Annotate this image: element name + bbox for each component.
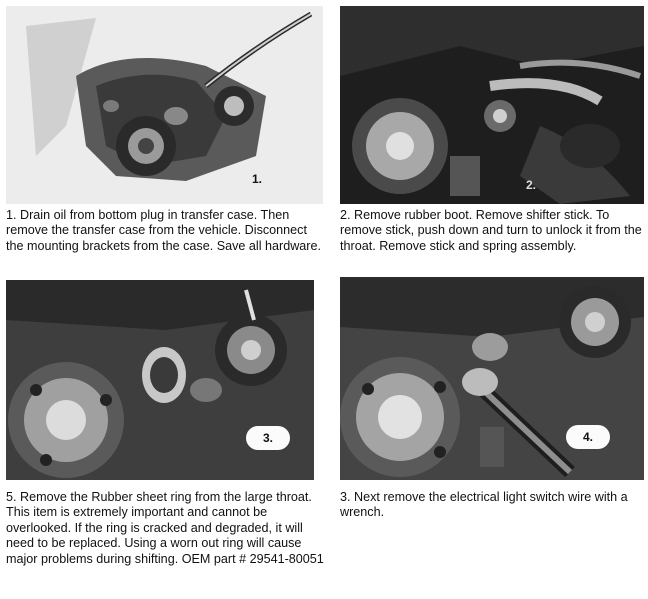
step-2-photo [340,6,644,204]
step-1-caption: 1. Drain oil from bottom plug in transfer case. Then remove the transfer case from the vehicle. Disconnect the mounting brackets from the case. Save all hardware. [6,208,322,253]
step-3-photo [6,280,314,480]
step-4-photo-label: 4. [566,425,610,449]
step-3-photo-label: 3. [246,426,290,450]
step-1-photo-label: 1. [252,172,263,186]
step-4-photo [340,277,644,480]
step-2-caption: 2. Remove rubber boot. Remove shifter stick. To remove stick, push down and turn to unlock it from the throat. Remove stick and spring assembly. [340,208,642,253]
step-4-caption: 3. Next remove the electrical light switch wire with a wrench. [340,490,628,520]
step-1-photo [6,6,323,204]
step-2-photo-label: 2. [526,178,537,192]
step-3-caption: 5. Remove the Rubber sheet ring from the large throat. This item is extremely important and cannot be overlooked. If the ring is cracked and degraded, it will need to be replaced. Using a worn out ring will cause major problems during shifting. OEM part # 29541-80051 [6,490,324,566]
